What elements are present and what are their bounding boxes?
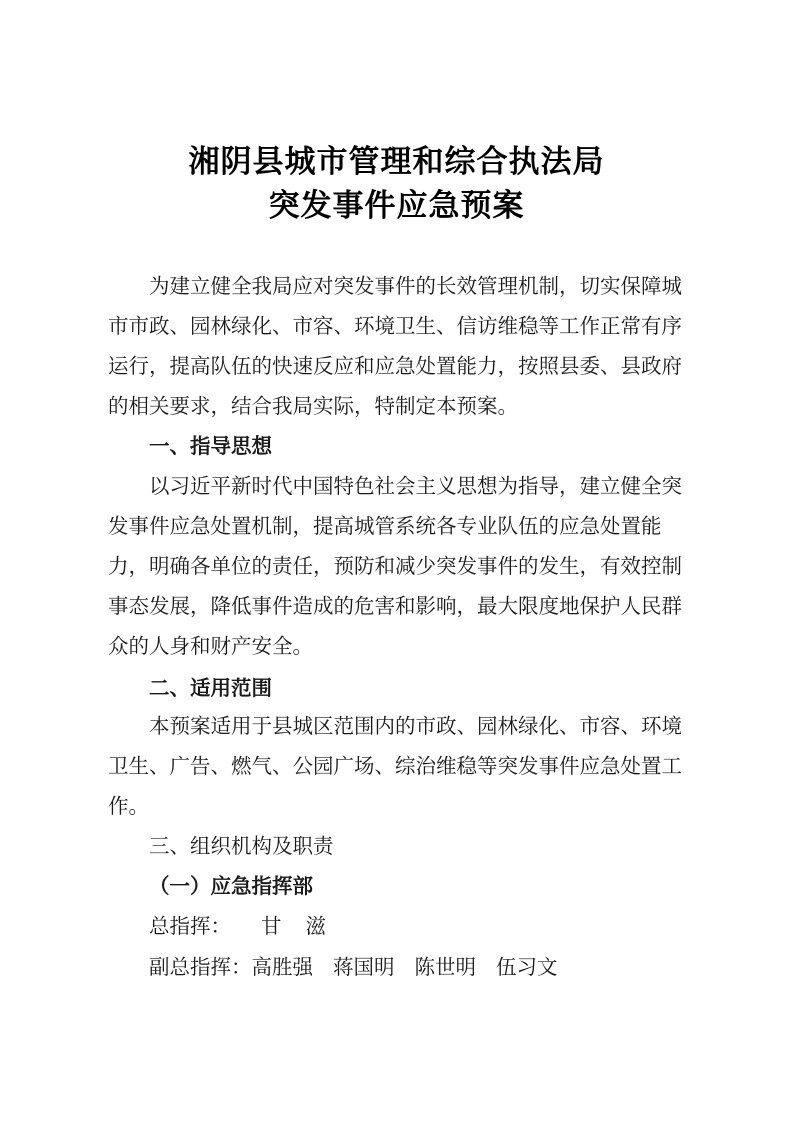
section1-line: 以习近平新时代中国特色社会主义思想为指导，建立健全突	[149, 474, 682, 498]
section1-line: 发事件应急处置机制，提高城管系统各专业队伍的应急处置能	[108, 514, 662, 538]
intro-line: 市市政、园林绿化、市容、环境卫生、信访维稳等工作正常有序	[108, 314, 682, 338]
deputy-name: 蒋国明	[333, 955, 395, 979]
section-heading-guiding-ideology: 一、指导思想	[149, 434, 272, 458]
intro-line: 的相关要求，结合我局实际，特制定本预案。	[108, 394, 518, 418]
subsection-heading-command: （一）应急指挥部	[149, 874, 313, 898]
intro-line: 为建立健全我局应对突发事件的长效管理机制，切实保障城	[149, 274, 682, 298]
section-heading-scope: 二、适用范围	[149, 676, 272, 700]
commander-row	[149, 912, 350, 940]
section2-line: 本预案适用于县城区范围内的市政、园林绿化、市容、环境	[149, 714, 682, 738]
section-heading-organization: 三、组织机构及职责	[149, 834, 334, 858]
section1-line: 力，明确各单位的责任，预防和减少突发事件的发生，有效控制	[108, 554, 682, 578]
intro-line: 运行，提高队伍的快速反应和应急处置能力，按照县委、县政府	[108, 354, 682, 378]
section2-line: 卫生、广告、燃气、公园广场、综治维稳等突发事件应急处置工	[108, 754, 682, 778]
deputy-name: 陈世明	[414, 955, 476, 979]
commander-label: 总指挥：	[149, 914, 231, 938]
deputy-commander-label: 副总指挥：	[149, 955, 252, 979]
section1-line: 事态发展，降低事件造成的危害和影响，最大限度地保护人民群	[108, 594, 682, 618]
deputy-commander-row	[149, 953, 558, 981]
document-title-line-2: 突发事件应急预案	[268, 188, 525, 224]
document-title-line-1: 湘阴县城市管理和综合执法局	[188, 144, 605, 180]
deputy-name: 伍习文	[496, 955, 558, 979]
section2-line: 作。	[108, 794, 149, 818]
commander-name: 甘滋	[261, 914, 350, 938]
deputy-name: 高胜强	[251, 955, 313, 979]
section1-line: 众的人身和财产安全。	[108, 634, 313, 658]
